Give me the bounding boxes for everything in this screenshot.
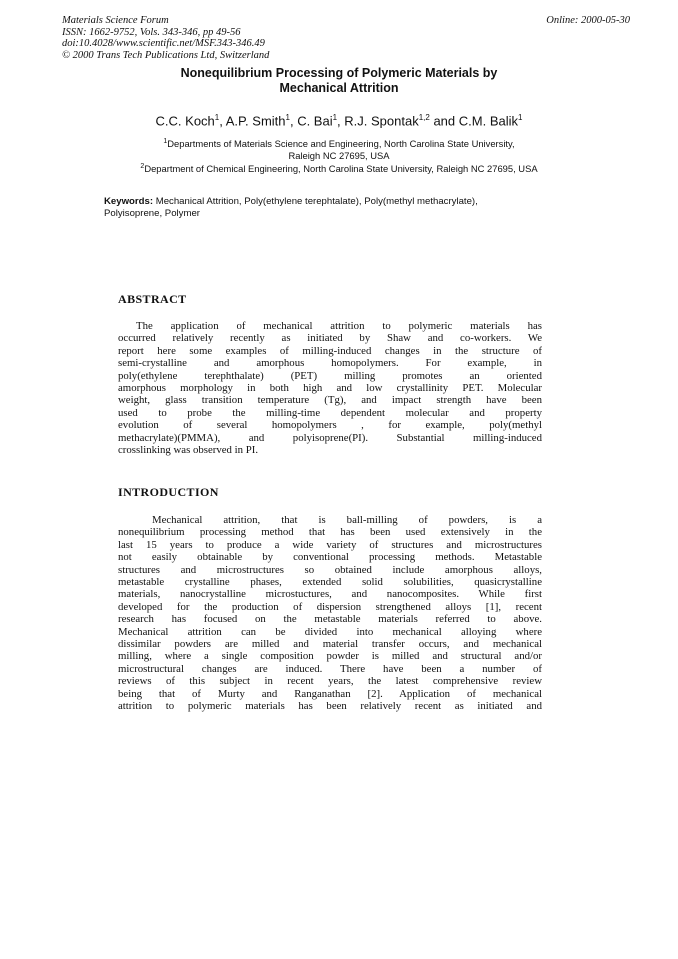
title-line: Mechanical Attrition: [279, 81, 399, 95]
keywords-label: Keywords:: [104, 196, 154, 207]
introduction-line: milling, where a single composition powder is milled and structural and/or: [118, 650, 542, 663]
author-separator: ,: [337, 113, 345, 129]
author-separator: ,: [289, 113, 298, 129]
abstract-line: occurred relatively recently as initiated by Shaw and co-workers. We: [118, 332, 542, 345]
introduction-line: microstructural changes are induced. There have been a number of: [118, 662, 542, 675]
introduction-line: Mechanical attrition, that is ball-milling of powders, is a: [152, 514, 542, 526]
affiliation-mark: 2: [140, 163, 145, 170]
introduction-line: not easily obtainable by conventional processing methods. Metastable: [118, 551, 542, 564]
author-separator: and: [429, 113, 459, 129]
paper-title: [0, 66, 678, 96]
abstract-line: The application of mechanical attrition to polymeric materials has: [136, 320, 542, 332]
introduction-line: attrition to polymeric materials has been relatively recent as initiated and: [118, 700, 542, 713]
copyright-line: © 2000 Trans Tech Publications Ltd, Switzerland: [62, 49, 270, 61]
journal-name: Materials Science Forum: [62, 15, 169, 26]
doi-line: doi:10.4028/www.scientific.net/MSF.343-346.49: [62, 38, 265, 49]
abstract-heading: ABSTRACT: [118, 292, 187, 306]
author-name: C. Bai: [297, 113, 333, 129]
introduction-line: dissimilar powders are milled and material transfer occurs, and mechanical: [118, 638, 542, 651]
author-affiliation-mark: 1,2: [418, 113, 430, 122]
introduction-body: [118, 514, 542, 713]
abstract-line: crosslinking was observed in PI.: [118, 444, 259, 457]
abstract-line: methacrylate)(PMMA), and polyisoprene(PI). Substantial milling-induced: [118, 431, 542, 444]
introduction-line: materials, nanocrystalline microstuctures, and nanocomposites. While first: [118, 588, 542, 601]
abstract-line: semi-crystalline and amorphous homopolymers. For example, in: [118, 357, 542, 370]
abstract-line: amorphous morphology in both high and low crystallinity PET. Molecular: [118, 382, 542, 395]
abstract-line: weight, glass transition temperature (Tg), and impact strength have been: [118, 394, 542, 407]
introduction-line: reviews of this subject in recent years, the latest comprehensive review: [118, 675, 542, 688]
author-affiliation-mark: 1: [332, 113, 338, 122]
author-list: [0, 113, 678, 128]
author-name: R.J. Spontak: [344, 113, 419, 129]
author-name: C.C. Koch: [155, 113, 215, 129]
online-date: Online: 2000-05-30: [546, 15, 630, 26]
affiliation-1: [0, 136, 678, 161]
keywords-text: Polyisoprene, Polymer: [104, 207, 200, 219]
keywords: [104, 196, 544, 219]
keywords-text: Mechanical Attrition, Poly(ethylene terephtalate), Poly(methyl methacrylate),: [155, 196, 478, 207]
introduction-line: being that of Murty and Ranganathan [2]. Application of mechanical: [118, 687, 542, 700]
introduction-line: structures and microstructures so obtained include amorphous alloys,: [118, 563, 542, 576]
affiliation-mark: 1: [163, 138, 168, 145]
introduction-line: research has focused on the metastable materials referred to above.: [118, 613, 542, 626]
introduction-heading: INTRODUCTION: [118, 485, 219, 499]
introduction-line: metastable crystalline phases, extended solid solubilities, quasicrystalline: [118, 576, 542, 589]
author-affiliation-mark: 1: [285, 113, 290, 122]
abstract-line: evolution of several homopolymers , for example, poly(methyl: [118, 419, 542, 432]
issn-line: ISSN: 1662-9752, Vols. 343-346, pp 49-56: [62, 26, 241, 38]
affiliation-line: Department of Chemical Engineering, North Carolina State University, Raleigh NC 27695, USA: [144, 163, 538, 175]
journal-header: [62, 15, 269, 61]
author-affiliation-mark: 1: [214, 113, 220, 122]
abstract-body: [118, 320, 542, 456]
affiliation-line: Departments of Materials Science and Engineering, North Carolina State University,: [167, 138, 515, 150]
author-name: C.M. Balik: [458, 113, 518, 129]
abstract-line: used to probe the milling-time dependent molecular and property: [118, 406, 542, 419]
title-line: Nonequilibrium Processing of Polymeric Materials by: [180, 66, 498, 80]
author-affiliation-mark: 1: [518, 113, 523, 122]
introduction-line: last 15 years to produce a wide variety of structures and microstructures: [118, 538, 542, 551]
introduction-line: developed for the production of dispersion strengthened alloys [1], recent: [118, 600, 542, 613]
affiliation-2: [0, 161, 678, 175]
author-name: A.P. Smith: [225, 113, 286, 129]
abstract-line: report here some examples of milling-induced changes in the structure of: [118, 344, 542, 357]
introduction-line: Mechanical attrition can be divided into mechanical alloying where: [118, 625, 542, 638]
author-separator: ,: [219, 113, 226, 129]
affiliation-line: Raleigh NC 27695, USA: [288, 149, 390, 161]
abstract-line: poly(ethylene terephthalate) (PET) milling promotes an oriented: [118, 369, 542, 382]
introduction-line: nonequilibrium processing method that has been used extensively in the: [118, 526, 542, 539]
